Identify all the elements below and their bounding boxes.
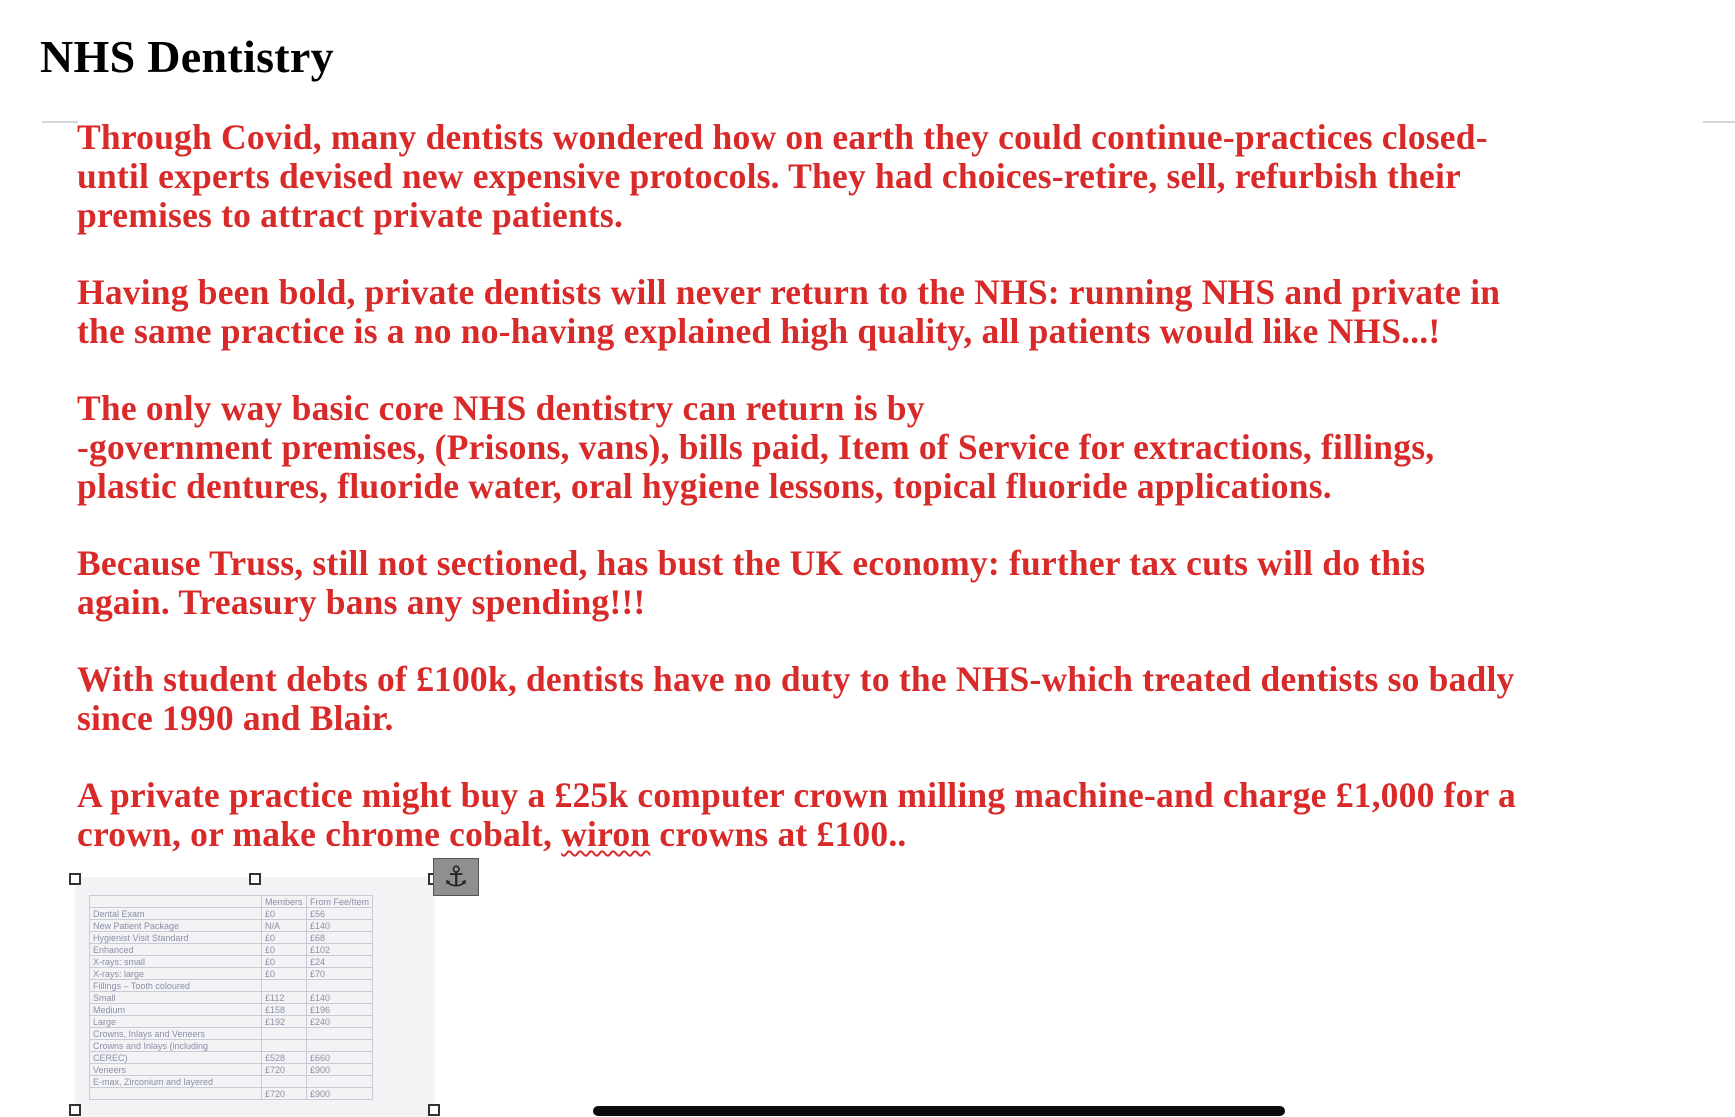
price-table — [89, 895, 373, 1100]
price-table-cell: Dental Exam — [90, 908, 262, 920]
price-table-cell: N/A — [262, 920, 307, 932]
price-table-row — [90, 932, 373, 944]
price-table-cell: Veneers — [90, 1064, 262, 1076]
price-table-cell: Medium — [90, 1004, 262, 1016]
price-table-row — [90, 1028, 373, 1040]
price-table-row — [90, 1052, 373, 1064]
price-table-cell: £660 — [307, 1052, 373, 1064]
resize-handle-top-left[interactable] — [69, 873, 81, 885]
price-table-cell: £720 — [262, 1064, 307, 1076]
price-table-cell: Small — [90, 992, 262, 1004]
price-table-row — [90, 1016, 373, 1028]
price-table-row — [90, 1064, 373, 1076]
price-table-cell: £140 — [307, 920, 373, 932]
price-table-cell: £0 — [262, 944, 307, 956]
price-table-cell — [262, 1040, 307, 1052]
resize-handle-bottom-right[interactable] — [428, 1104, 440, 1116]
price-table-cell: Hygienist Visit Standard — [90, 932, 262, 944]
resize-handle-bottom-left[interactable] — [69, 1104, 81, 1116]
embedded-price-list-image[interactable] — [75, 877, 435, 1117]
price-table-cell — [90, 896, 262, 908]
price-table-cell: £0 — [262, 956, 307, 968]
paragraph-basic-core: The only way basic core NHS dentistry can return is by -government premises, (Prisons, vans), bills paid, Item of Service for extractions, fillings, plastic dentures, fluoride water, oral hygiene lessons, topical fluoride applications. — [77, 388, 1435, 506]
price-table-cell: £68 — [307, 932, 373, 944]
price-table-cell: £0 — [262, 968, 307, 980]
price-table-cell: £102 — [307, 944, 373, 956]
price-table-cell — [90, 1088, 262, 1100]
price-table-header — [90, 896, 373, 908]
price-table-row — [90, 968, 373, 980]
resize-handle-top-middle[interactable] — [249, 873, 261, 885]
price-table-cell: £0 — [262, 908, 307, 920]
paragraph-crown-milling — [77, 776, 1717, 854]
price-list-scan — [75, 877, 435, 1117]
home-indicator[interactable] — [593, 1106, 1285, 1116]
price-table-row — [90, 920, 373, 932]
price-table-cell — [307, 980, 373, 992]
price-table-cell: X-rays: large — [90, 968, 262, 980]
price-table-cell: Enhanced — [90, 944, 262, 956]
price-table-cell: £24 — [307, 956, 373, 968]
price-table-row — [90, 1088, 373, 1100]
paragraph-covid: Through Covid, many dentists wondered how on earth they could continue-practices closed- until experts devised new expensive protocols. They had choices-retire, sell, refurbish their premises to attract private patients. — [77, 117, 1488, 235]
price-table-cell: £70 — [307, 968, 373, 980]
price-table-cell: From Fee/Item — [307, 896, 373, 908]
paragraph-truss: Because Truss, still not sectioned, has bust the UK economy: further tax cuts will do this again. Treasury bans any spending!!! — [77, 543, 1426, 622]
price-table-cell: £158 — [262, 1004, 307, 1016]
left-margin-marker — [42, 121, 78, 123]
price-table-cell: £240 — [307, 1016, 373, 1028]
misspelled-word[interactable]: wiron — [561, 814, 651, 854]
price-table-cell: £900 — [307, 1088, 373, 1100]
price-table-cell: Fillings – Tooth coloured — [90, 980, 262, 992]
price-table-cell — [262, 1076, 307, 1088]
paragraph-private-dentists: Having been bold, private dentists will never return to the NHS: running NHS and private in the same practice is a no no-having explained high quality, all patients would like NHS...! — [77, 272, 1501, 351]
price-table-cell: £192 — [262, 1016, 307, 1028]
price-table-cell — [307, 1040, 373, 1052]
price-table-row — [90, 944, 373, 956]
price-table-cell: £112 — [262, 992, 307, 1004]
price-table-cell: £528 — [262, 1052, 307, 1064]
price-table-cell: £0 — [262, 932, 307, 944]
price-table-cell: £140 — [307, 992, 373, 1004]
price-table-row — [90, 992, 373, 1004]
price-table-cell: £196 — [307, 1004, 373, 1016]
anchor-icon[interactable]: ⚓ — [433, 858, 479, 896]
price-table-cell — [307, 1028, 373, 1040]
price-table-cell — [262, 980, 307, 992]
price-table-cell: New Patient Package — [90, 920, 262, 932]
price-table-cell: Crowns, Inlays and Veneers — [90, 1028, 262, 1040]
price-table-row — [90, 1040, 373, 1052]
price-table-cell: E-max, Zirconium and layered — [90, 1076, 262, 1088]
price-table-row — [90, 908, 373, 920]
price-table-row — [90, 980, 373, 992]
price-table-cell: Members — [262, 896, 307, 908]
price-table-row — [90, 956, 373, 968]
document-body[interactable] — [77, 118, 1717, 892]
price-table-cell: £900 — [307, 1064, 373, 1076]
crown-text-start: A private practice might buy a £25k computer crown milling machine-and charge £1,000 for a crown, or make chrome cobalt, — [77, 775, 1516, 854]
price-table-cell: Crowns and Inlays (including — [90, 1040, 262, 1052]
crown-text-end: crowns at £100.. — [650, 814, 907, 854]
price-table-cell — [307, 1076, 373, 1088]
price-table-cell: £56 — [307, 908, 373, 920]
price-table-cell: £720 — [262, 1088, 307, 1100]
document-title: NHS Dentistry — [40, 31, 334, 82]
price-table-row — [90, 1076, 373, 1088]
price-table-cell: Large — [90, 1016, 262, 1028]
price-table-cell — [262, 1028, 307, 1040]
paragraph-student-debts: With student debts of £100k, dentists have no duty to the NHS-which treated dentists so badly since 1990 and Blair. — [77, 659, 1515, 738]
price-table-cell: CEREC) — [90, 1052, 262, 1064]
price-table-row — [90, 1004, 373, 1016]
price-table-cell: X-rays: small — [90, 956, 262, 968]
